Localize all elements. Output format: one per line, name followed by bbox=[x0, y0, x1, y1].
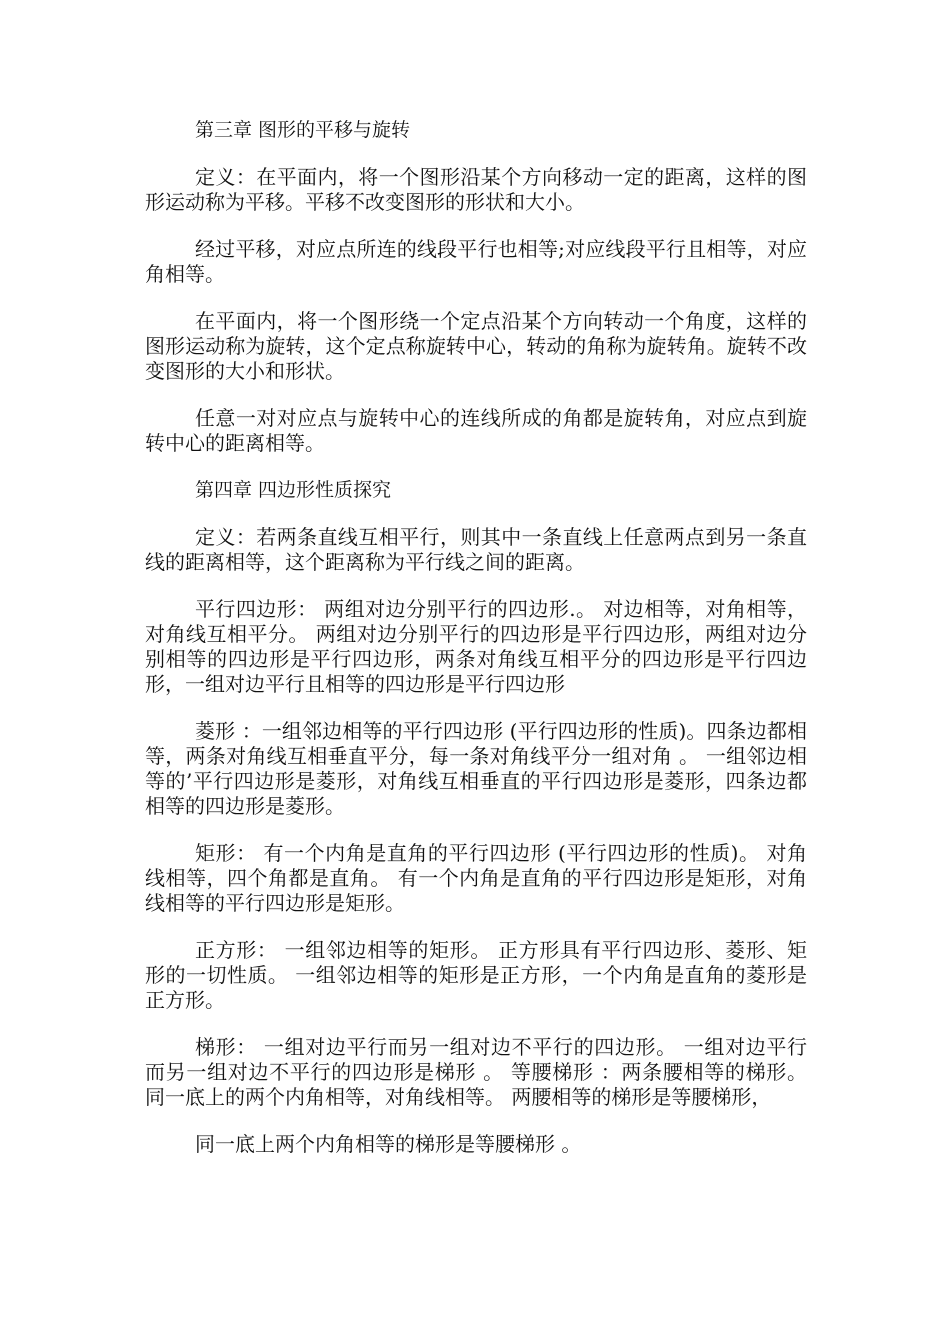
paragraph: 经过平移，对应点所连的线段平行也相等;对应线段平行且相等，对应角相等。 bbox=[145, 237, 807, 286]
paragraph: 在平面内，将一个图形绕一个定点沿某个方向转动一个角度，这样的图形运动称为旋转，这个定点称旋转中心，转动的角称为旋转角。旋转不改变图形的大小和形状。 bbox=[145, 309, 807, 383]
paragraph: 同一底上两个内角相等的梯形是等腰梯形 。 bbox=[195, 1132, 582, 1156]
paragraph: 正方形： 一组邻边相等的矩形。 正方形具有平行四边形、菱形、矩形的一切性质。 一组邻边相等的矩形是正方形，一个内角是直角的菱形是正方形。 bbox=[145, 938, 807, 1012]
paragraph: 矩形： 有一个内角是直角的平行四边形 (平行四边形的性质)。 对角线相等，四个角都是直角。 有一个内角是直角的平行四边形是矩形，对角线相等的平行四边形是矩形。 bbox=[145, 841, 807, 915]
document-body bbox=[145, 118, 807, 1179]
paragraph: 梯形： 一组对边平行而另一组对边不平行的四边形。 一组对边平行而另一组对边不平行的四边形是梯形 。 等腰梯形 ：两条腰相等的梯形。 同一底上的两个内角相等，对角线相等。 两腰相等的梯形是等腰梯形， bbox=[145, 1035, 807, 1109]
paragraph: 定义：若两条直线互相平行，则其中一条直线上任意两点到另一条直线的距离相等，这个距离称为平行线之间的距离。 bbox=[145, 525, 807, 574]
paragraph: 平行四边形： 两组对边分别平行的四边形.。 对边相等，对角相等，对角线互相平分。 两组对边分别平行的四边形是平行四边形，两组对边分别相等的四边形是平行四边形，两条对角线互相平分的四边形是平行四边形，一组对边平行且相等的四边形是平行四边形 bbox=[145, 597, 807, 696]
paragraph: 定义：在平面内，将一个图形沿某个方向移动一定的距离，这样的图形运动称为平移。平移不改变图形的形状和大小。 bbox=[145, 165, 807, 214]
chapter-heading: 第三章 图形的平移与旋转 bbox=[195, 119, 411, 141]
chapter-heading: 第四章 四边形性质探究 bbox=[195, 479, 392, 501]
paragraph: 任意一对对应点与旋转中心的连线所成的角都是旋转角，对应点到旋转中心的距离相等。 bbox=[145, 406, 807, 455]
paragraph: 菱形 ：一组邻边相等的平行四边形 (平行四边形的性质)。四条边都相等，两条对角线互相垂直平分，每一条对角线平分一组对角 。 一组邻边相等的’平行四边形是菱形，对角线互相垂直的平行四边形是菱形，四条边都相等的四边形是菱形。 bbox=[145, 719, 807, 818]
